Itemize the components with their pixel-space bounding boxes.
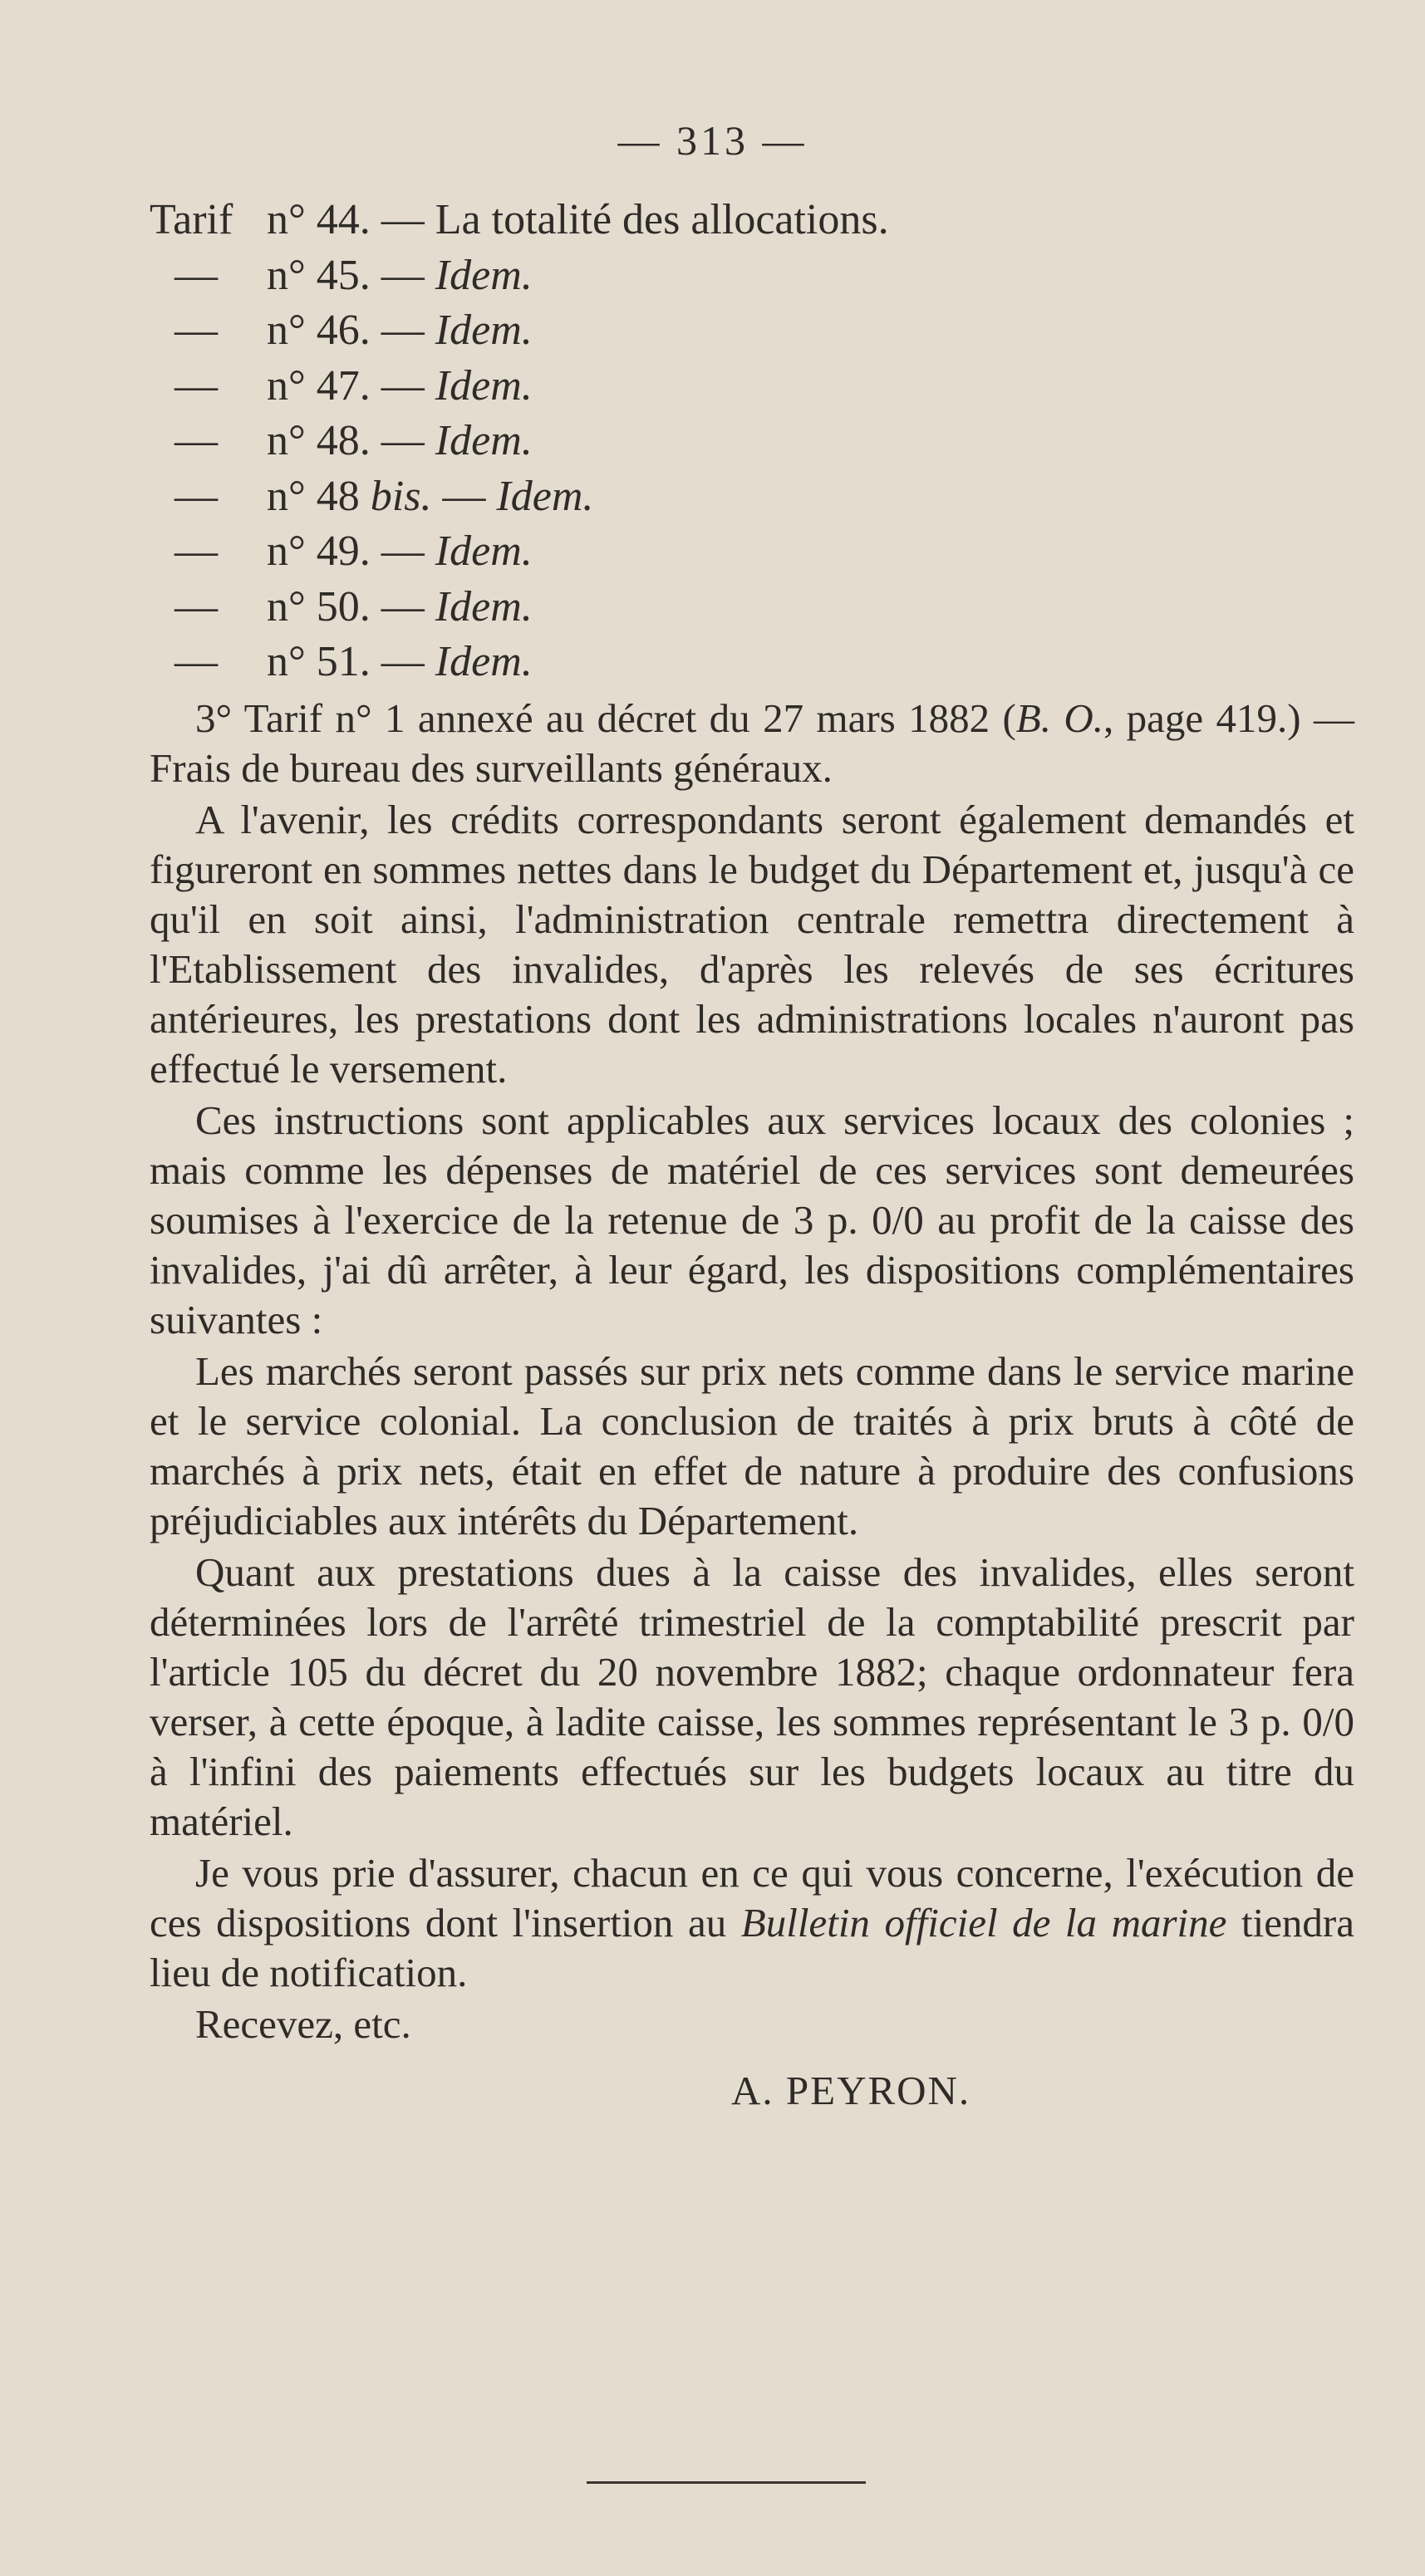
- tariff-row: Tarif n° 44. — La totalité des allocations.: [150, 196, 889, 243]
- page-number: — 313 —: [617, 117, 808, 164]
- paragraph-instructions: Ces instructions sont applicables aux services locaux des colonies ; mais comme les dépenses de matériel de ces services sont demeurées soumises à l'exercice de la retenue de 3 p. 0/0 au profit de la caisse des invalides, j'ai dû arrêter, à leur égard, les dispositions complémentaires suivantes :: [150, 1097, 1354, 1342]
- closing-formula: Recevez, etc.: [195, 2001, 411, 2047]
- signature: A. PEYRON.: [731, 2068, 971, 2113]
- paragraph-tarif-1: 3° Tarif n° 1 annexé au décret du 27 mars 1882 (B. O., page 419.) — Frais de bureau des surveillants généraux.: [150, 695, 1354, 791]
- tariff-row: — n° 46. — Idem.: [174, 307, 533, 354]
- tariff-row: — n° 48. — Idem.: [174, 417, 533, 464]
- tariff-row: — n° 45. — Idem.: [174, 251, 533, 299]
- closing-rule: [587, 2481, 866, 2484]
- tariff-list: [150, 193, 1354, 690]
- tariff-row: — n° 51. — Idem.: [174, 638, 533, 685]
- paragraph-marches: Les marchés seront passés sur prix nets comme dans le service marine et le service colonial. La conclusion de traités à prix bruts à côté de marchés à prix nets, était en effet de nature à produire des confusions préjudiciables aux intérêts du Département.: [150, 1348, 1354, 1543]
- tariff-row: — n° 48 bis. — Idem.: [174, 472, 594, 520]
- tariff-row: — n° 47. — Idem.: [174, 361, 533, 410]
- paragraph-avenir: A l'avenir, les crédits correspondants seront également demandés et figureront en sommes nettes dans le budget du Département et, jusqu'à ce qu'il en soit ainsi, l'administration centrale remettra directement à l'Etablissement des invalides, d'après les relevés de ses écritures antérieures, les prestations dont les administrations locales n'auront pas effectué le versement.: [150, 797, 1354, 1092]
- paragraph-assurer: Je vous prie d'assurer, chacun en ce qui vous concerne, l'exécution de ces dispositions dont l'insertion au Bulletin officiel de la marine tiendra lieu de notification.: [150, 1850, 1355, 1995]
- tariff-row: — n° 49. — Idem.: [174, 527, 533, 575]
- tariff-row: — n° 50. — Idem.: [174, 582, 533, 631]
- paragraph-prestations: Quant aux prestations dues à la caisse des invalides, elles seront déterminées lors de l'arrêté trimestriel de la comptabilité prescrit par l'article 105 du décret du 20 novembre 1882; chaque ordonnateur fera verser, à cette époque, à ladite caisse, les sommes représentant le 3 p. 0/0 à l'infini des paiements effectués sur les budgets locaux au titre du matériel.: [150, 1549, 1354, 1844]
- body-text: [150, 694, 1354, 2117]
